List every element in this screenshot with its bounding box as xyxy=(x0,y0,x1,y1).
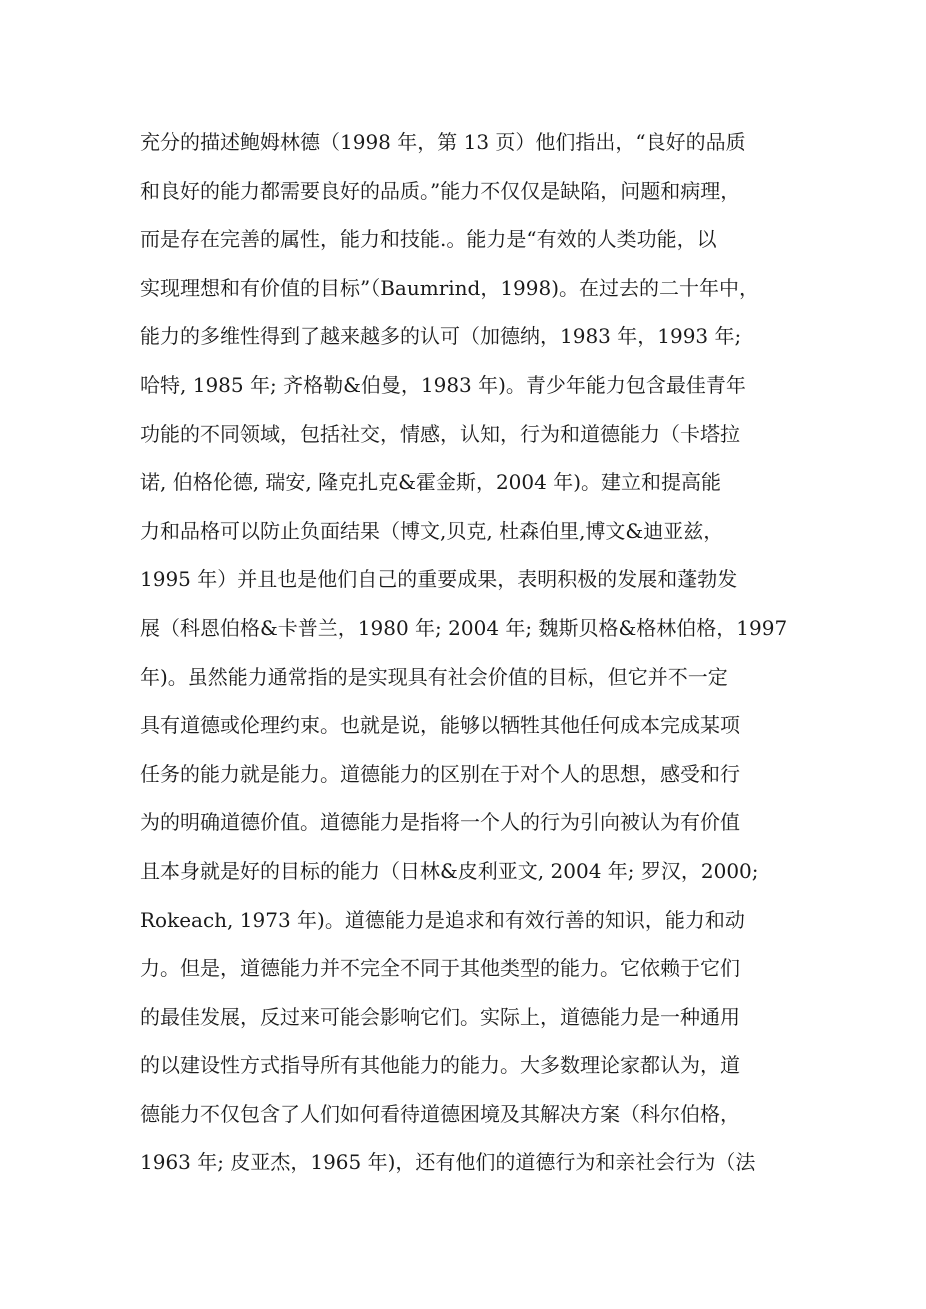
text-line: 功能的不同领域，包括社交，情感，认知，行为和道德能力（卡塔拉 xyxy=(140,421,740,446)
text-line: 展（科恩伯格&卡普兰，1980 年; 2004 年; 魏斯贝格&格林伯格，1997 xyxy=(140,615,788,640)
text-line: 1963 年; 皮亚杰，1965 年)，还有他们的道德行为和亲社会行为（法 xyxy=(140,1150,756,1175)
text-line: 能力的多维性得到了越来越多的认可（加德纳，1983 年，1993 年; xyxy=(140,324,742,349)
text-line: 力。但是，道德能力并不完全不同于其他类型的能力。它依赖于它们 xyxy=(140,956,740,981)
text-line: 年)。虽然能力通常指的是实现具有社会价值的目标，但它并不一定 xyxy=(140,664,728,689)
text-line: 的以建设性方式指导所有其他能力的能力。大多数理论家都认为，道 xyxy=(140,1053,740,1078)
body-paragraph xyxy=(140,118,790,1187)
text-line: 和良好的能力都需要良好的品质。”能力不仅仅是缺陷，问题和病理， xyxy=(140,178,741,203)
text-line: 实现理想和有价值的目标”（Baumrind，1998)。在过去的二十年中， xyxy=(140,275,760,300)
text-line: 的最佳发展，反过来可能会影响它们。实际上，道德能力是一种通用 xyxy=(140,1004,740,1029)
text-line: 具有道德或伦理约束。也就是说，能够以牺牲其他任何成本完成某项 xyxy=(140,713,740,738)
text-line: 诺, 伯格伦德, 瑞安, 隆克扎克&霍金斯，2004 年)。建立和提高能 xyxy=(140,470,722,495)
text-line: 而是存在完善的属性，能力和技能.。能力是“有效的人类功能，以 xyxy=(140,227,717,252)
text-line: 1995 年）并且也是他们自己的重要成果，表明积极的发展和蓬勃发 xyxy=(140,567,738,592)
text-line: 哈特, 1985 年; 齐格勒&伯曼，1983 年)。青少年能力包含最佳青年 xyxy=(140,372,746,397)
text-line: Rokeach, 1973 年)。道德能力是追求和有效行善的知识，能力和动 xyxy=(140,907,745,932)
text-line: 力和品格可以防止负面结果（博文,贝克, 杜森伯里,博文&迪亚兹， xyxy=(140,518,724,543)
text-line: 为的明确道德价值。道德能力是指将一个人的行为引向被认为有价值 xyxy=(140,810,740,835)
text-line: 任务的能力就是能力。道德能力的区别在于对个人的思想，感受和行 xyxy=(140,761,740,786)
text-line: 且本身就是好的目标的能力（日林&皮利亚文, 2004 年; 罗汉，2000; xyxy=(140,858,759,883)
text-line: 充分的描述鲍姆林德（1998 年，第 13 页）他们指出，“良好的品质 xyxy=(140,130,746,154)
text-line: 德能力不仅包含了人们如何看待道德困境及其解决方案（科尔伯格， xyxy=(140,1101,740,1126)
